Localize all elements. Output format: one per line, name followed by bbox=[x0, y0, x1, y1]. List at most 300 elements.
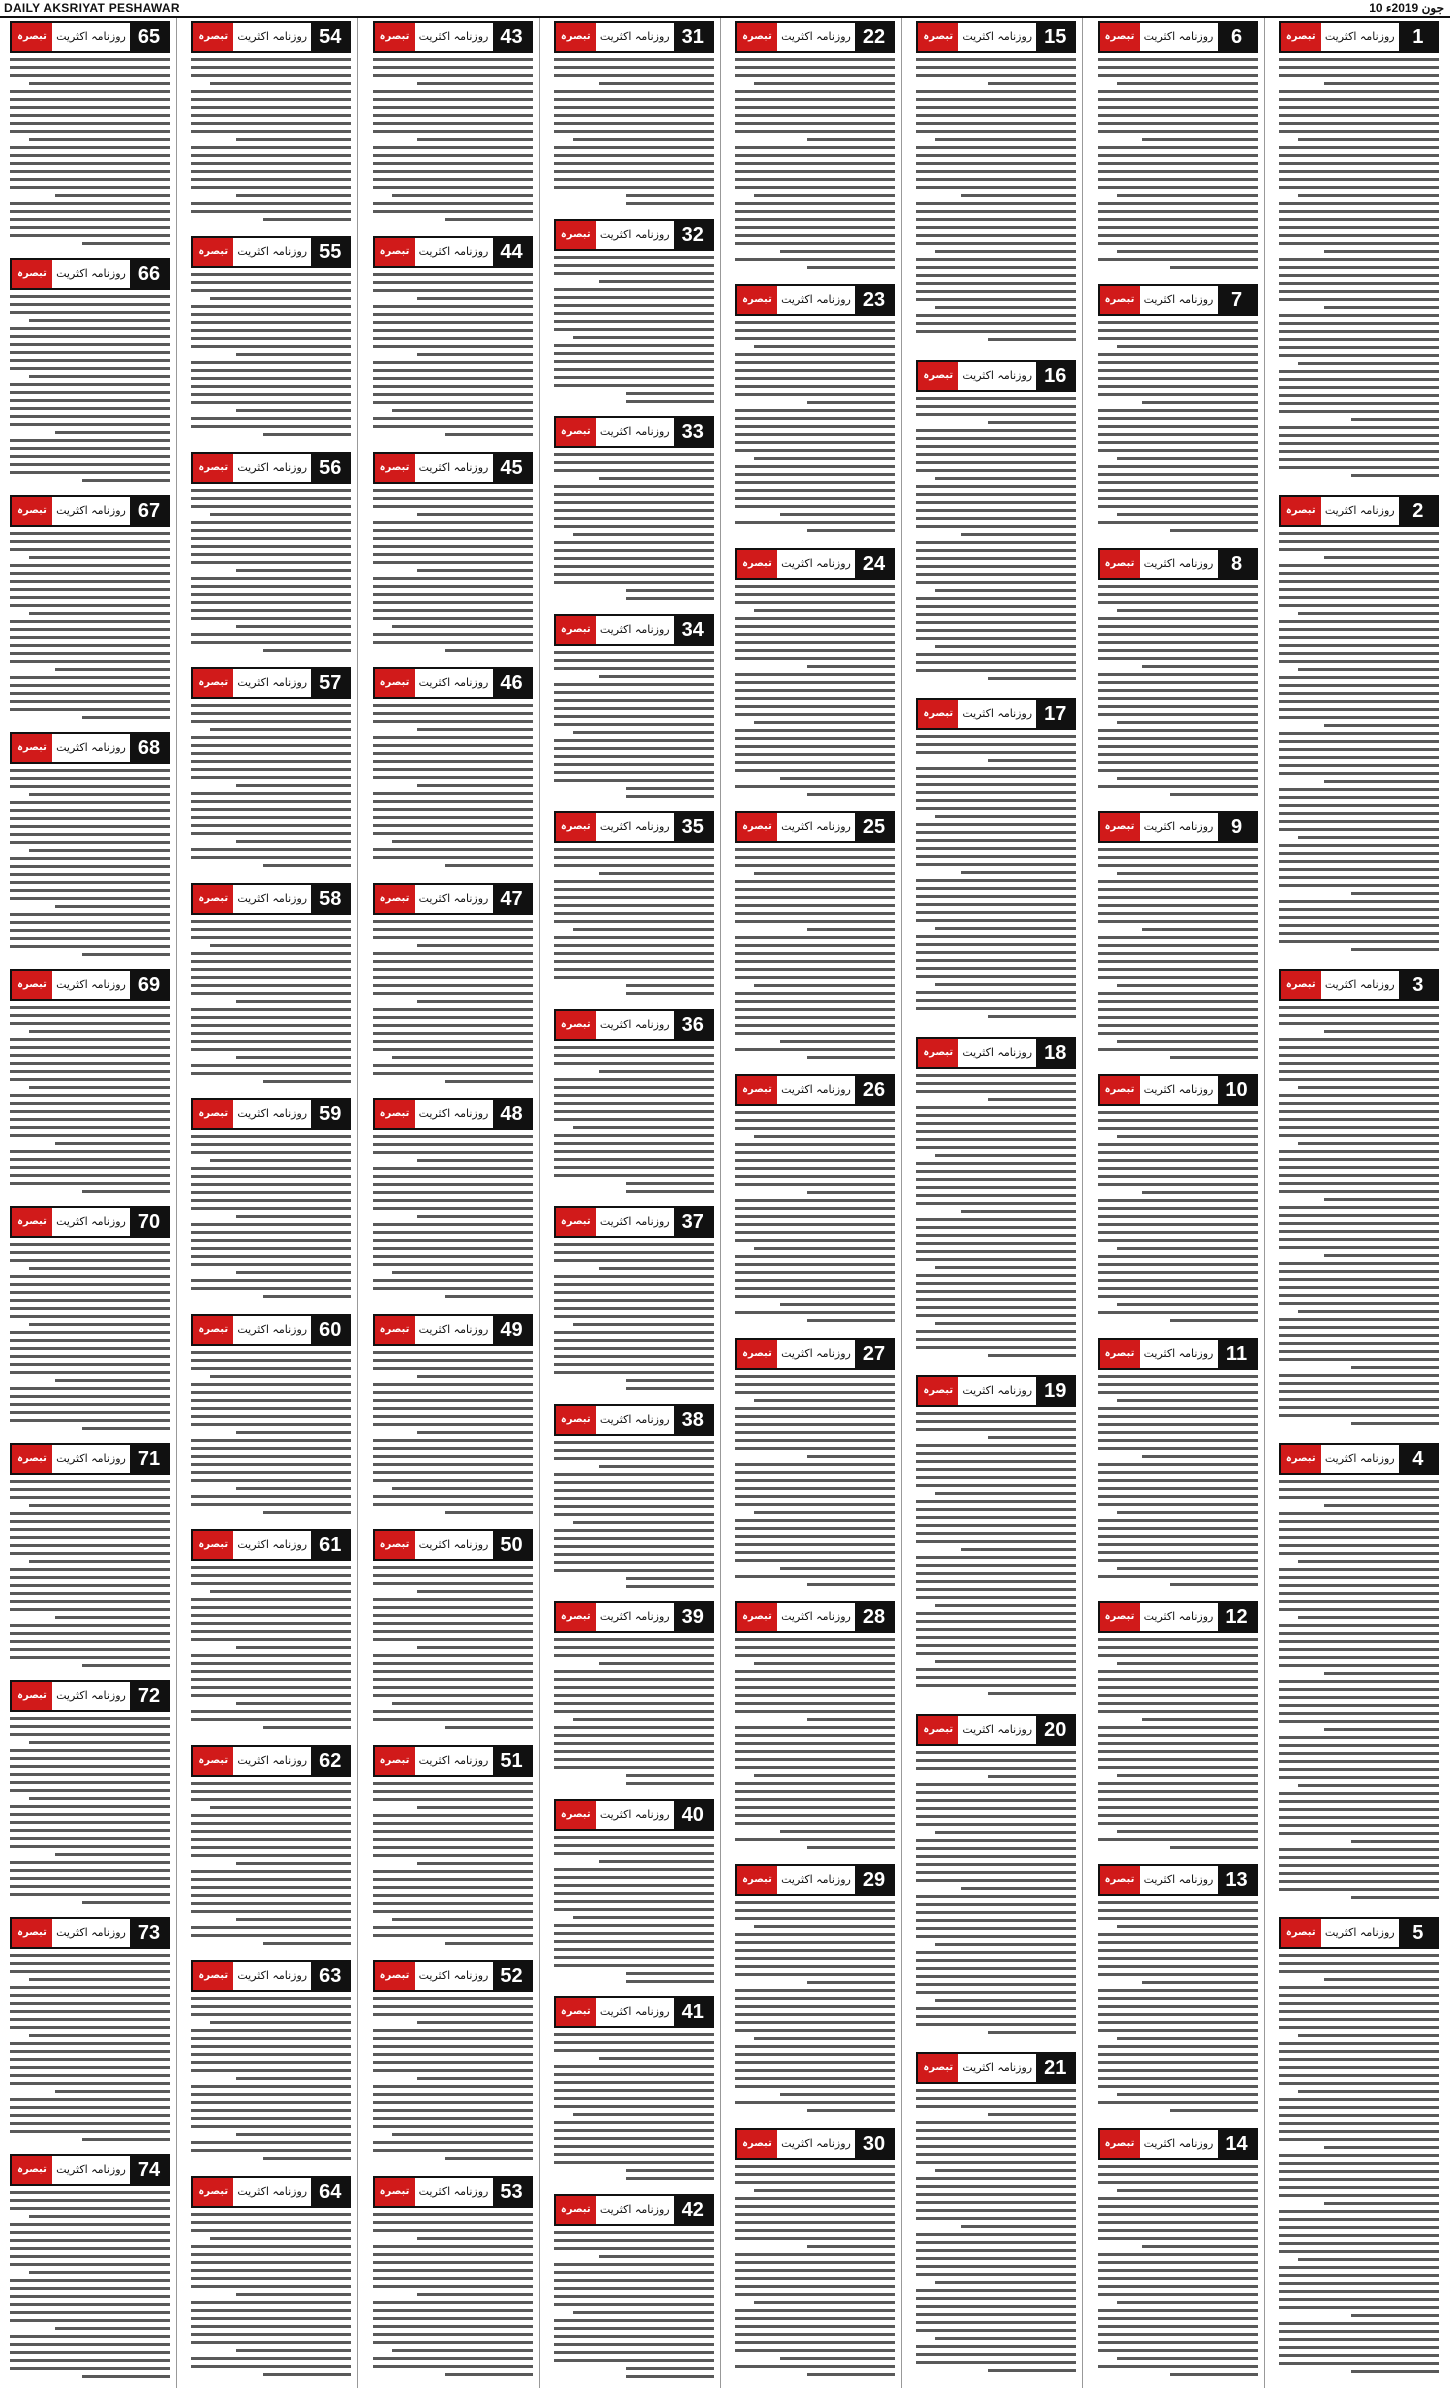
news-item bbox=[910, 18, 1082, 353]
item-header bbox=[373, 1314, 533, 1346]
item-number: 62 bbox=[311, 1747, 349, 1775]
item-header bbox=[373, 883, 533, 915]
section-label: روزنامہ اکثریت bbox=[781, 2136, 851, 2150]
item-header bbox=[735, 2128, 895, 2160]
article-column bbox=[729, 18, 902, 2388]
article-body-text bbox=[367, 2213, 539, 2376]
news-item bbox=[185, 18, 357, 229]
news-item bbox=[1092, 1335, 1264, 1594]
section-label: روزنامہ اکثریت bbox=[237, 30, 308, 43]
item-header bbox=[373, 1098, 533, 1130]
item-header bbox=[191, 667, 351, 699]
brand-label: تبصرہ bbox=[556, 1801, 596, 1829]
news-item bbox=[185, 1526, 357, 1737]
item-number: 41 bbox=[674, 1998, 712, 2026]
item-header bbox=[191, 1745, 351, 1777]
article-body-text bbox=[4, 1243, 176, 1430]
item-header bbox=[1279, 21, 1439, 53]
section-label: روزنامہ اکثریت bbox=[1143, 1609, 1214, 1623]
item-header bbox=[373, 667, 533, 699]
news-item bbox=[1273, 1914, 1445, 2384]
brand-label: تبصرہ bbox=[556, 23, 596, 51]
item-header bbox=[191, 883, 351, 915]
article-body-text bbox=[1092, 1375, 1264, 1586]
brand-label: تبصرہ bbox=[737, 1076, 777, 1104]
section-label: روزنامہ اکثریت bbox=[599, 2202, 670, 2216]
news-item bbox=[185, 233, 357, 444]
news-item bbox=[910, 1711, 1082, 2046]
brand-label: تبصرہ bbox=[556, 1998, 596, 2026]
news-item bbox=[548, 18, 720, 212]
brand-label: تبصرہ bbox=[556, 813, 596, 841]
brand-label: تبصرہ bbox=[556, 1011, 596, 1039]
article-body-text bbox=[4, 1006, 176, 1193]
item-number: 46 bbox=[493, 669, 531, 697]
item-number: 74 bbox=[130, 2156, 168, 2184]
item-number: 42 bbox=[674, 2196, 712, 2224]
article-body-text bbox=[185, 704, 357, 867]
article-body-text bbox=[185, 1997, 357, 2160]
item-number: 66 bbox=[130, 260, 168, 288]
brand-label: تبصرہ bbox=[556, 418, 596, 446]
article-body-text bbox=[185, 1351, 357, 1514]
item-header bbox=[1098, 1074, 1258, 1106]
article-body-text bbox=[910, 1412, 1082, 1695]
article-body-text bbox=[367, 1782, 539, 1945]
brand-label: تبصرہ bbox=[918, 2054, 958, 2082]
brand-label: تبصرہ bbox=[1281, 497, 1321, 525]
item-header bbox=[1098, 811, 1258, 843]
item-header bbox=[10, 1206, 170, 1238]
news-item bbox=[729, 1861, 901, 2120]
article-body-text bbox=[548, 848, 720, 995]
section-label: روزنامہ اکثریت bbox=[781, 30, 851, 43]
section-label: روزنامہ اکثریت bbox=[599, 820, 670, 833]
item-number: 14 bbox=[1218, 2130, 1256, 2158]
item-number: 68 bbox=[130, 734, 168, 762]
item-number: 32 bbox=[674, 221, 712, 249]
item-number: 19 bbox=[1036, 1377, 1074, 1405]
news-item bbox=[548, 808, 720, 1002]
article-body-text bbox=[729, 2165, 901, 2376]
item-number: 16 bbox=[1036, 362, 1074, 390]
article-body-text bbox=[1092, 58, 1264, 269]
item-header bbox=[1098, 21, 1258, 53]
item-number: 22 bbox=[855, 23, 893, 51]
brand-label: تبصرہ bbox=[1100, 1340, 1140, 1368]
item-number: 13 bbox=[1218, 1866, 1256, 1894]
item-header bbox=[735, 284, 895, 316]
item-number: 71 bbox=[130, 1445, 168, 1473]
section-label: روزنامہ اکثریت bbox=[599, 1610, 670, 1623]
article-body-text bbox=[4, 1480, 176, 1667]
section-label: روزنامہ اکثریت bbox=[237, 460, 308, 474]
item-number: 17 bbox=[1036, 700, 1074, 728]
section-label: روزنامہ اکثریت bbox=[56, 978, 126, 991]
article-body-text bbox=[185, 1566, 357, 1729]
news-item bbox=[548, 1006, 720, 1200]
section-label: روزنامہ اکثریت bbox=[962, 707, 1033, 721]
article-body-text bbox=[548, 1243, 720, 1390]
article-body-text bbox=[1092, 1111, 1264, 1322]
news-item bbox=[367, 1311, 539, 1522]
item-header bbox=[554, 21, 714, 53]
section-label: روزنامہ اکثریت bbox=[781, 1609, 851, 1623]
item-header bbox=[554, 811, 714, 843]
item-number: 11 bbox=[1218, 1340, 1256, 1368]
news-item bbox=[548, 611, 720, 805]
item-header bbox=[10, 495, 170, 527]
brand-label: تبصرہ bbox=[1100, 813, 1140, 841]
item-number: 64 bbox=[311, 2178, 349, 2206]
news-item bbox=[367, 664, 539, 875]
issue-date: 10 جون 2019ء bbox=[1369, 1, 1444, 15]
brand-label: تبصرہ bbox=[12, 497, 52, 525]
item-header bbox=[916, 1375, 1076, 1407]
brand-label: تبصرہ bbox=[1281, 1919, 1321, 1947]
article-body-text bbox=[729, 585, 901, 796]
article-body-text bbox=[910, 397, 1082, 680]
brand-label: تبصرہ bbox=[12, 23, 52, 51]
news-item bbox=[1092, 1071, 1264, 1330]
brand-label: تبصرہ bbox=[193, 885, 233, 913]
article-body-text bbox=[729, 1111, 901, 1322]
news-item bbox=[4, 492, 176, 725]
section-label: روزنامہ اکثریت bbox=[781, 1346, 851, 1360]
brand-label: تبصرہ bbox=[556, 221, 596, 249]
item-header bbox=[916, 2052, 1076, 2084]
item-header bbox=[373, 21, 533, 53]
article-body-text bbox=[548, 651, 720, 798]
item-number: 48 bbox=[493, 1100, 531, 1128]
article-body-text bbox=[548, 1638, 720, 1785]
news-item bbox=[1273, 492, 1445, 962]
news-item bbox=[367, 2173, 539, 2384]
brand-label: تبصرہ bbox=[193, 1316, 233, 1344]
brand-label: تبصرہ bbox=[193, 669, 233, 697]
section-label: روزنامہ اکثریت bbox=[962, 30, 1033, 43]
brand-label: تبصرہ bbox=[918, 362, 958, 390]
item-header bbox=[916, 1037, 1076, 1069]
item-number: 15 bbox=[1036, 23, 1074, 51]
brand-label: تبصرہ bbox=[193, 2178, 233, 2206]
brand-label: تبصرہ bbox=[12, 1208, 52, 1236]
news-item bbox=[1092, 18, 1264, 277]
item-number: 28 bbox=[855, 1603, 893, 1631]
brand-label: تبصرہ bbox=[12, 260, 52, 288]
brand-label: تبصرہ bbox=[556, 2196, 596, 2224]
item-header bbox=[10, 732, 170, 764]
brand-label: تبصرہ bbox=[12, 734, 52, 762]
item-header bbox=[1279, 1443, 1439, 1475]
news-item bbox=[4, 1677, 176, 1910]
section-label: روزنامہ اکثریت bbox=[1324, 978, 1395, 991]
section-label: روزنامہ اکثریت bbox=[237, 1322, 308, 1336]
item-number: 33 bbox=[674, 418, 712, 446]
item-number: 12 bbox=[1218, 1603, 1256, 1631]
item-header bbox=[191, 452, 351, 484]
section-label: روزنامہ اکثریت bbox=[237, 1107, 308, 1121]
brand-label: تبصرہ bbox=[918, 23, 958, 51]
item-header bbox=[10, 2154, 170, 2186]
article-column bbox=[548, 18, 721, 2388]
article-body-text bbox=[910, 1751, 1082, 2034]
section-label: روزنامہ اکثریت bbox=[56, 1215, 126, 1228]
item-number: 37 bbox=[674, 1208, 712, 1236]
item-header bbox=[1098, 548, 1258, 580]
section-label: روزنامہ اکثریت bbox=[1143, 1873, 1214, 1887]
article-body-text bbox=[367, 1997, 539, 2160]
item-header bbox=[373, 236, 533, 268]
section-label: روزنامہ اکثریت bbox=[237, 676, 308, 690]
section-label: روزنامہ اکثریت bbox=[418, 1969, 489, 1983]
article-body-text bbox=[548, 2231, 720, 2378]
news-item bbox=[4, 1203, 176, 1436]
article-column bbox=[910, 18, 1083, 2388]
brand-label: تبصرہ bbox=[375, 1316, 415, 1344]
section-label: روزنامہ اکثریت bbox=[781, 556, 851, 570]
news-item bbox=[185, 1957, 357, 2168]
item-number: 20 bbox=[1036, 1716, 1074, 1744]
section-label: روزنامہ اکثریت bbox=[1324, 30, 1395, 43]
item-header bbox=[916, 360, 1076, 392]
news-item bbox=[548, 1401, 720, 1595]
item-number: 39 bbox=[674, 1603, 712, 1631]
news-item bbox=[1273, 18, 1445, 488]
news-item bbox=[1092, 545, 1264, 804]
item-header bbox=[554, 1601, 714, 1633]
item-header bbox=[373, 1745, 533, 1777]
brand-label: تبصرہ bbox=[737, 2130, 777, 2158]
section-label: روزنامہ اکثریت bbox=[56, 504, 126, 517]
item-number: 44 bbox=[493, 238, 531, 266]
item-number: 56 bbox=[311, 454, 349, 482]
section-label: روزنامہ اکثریت bbox=[237, 1753, 308, 1767]
item-header bbox=[735, 1338, 895, 1370]
item-header bbox=[916, 698, 1076, 730]
brand-label: تبصرہ bbox=[375, 669, 415, 697]
section-label: روزنامہ اکثریت bbox=[418, 1107, 489, 1121]
news-item bbox=[367, 880, 539, 1091]
section-label: روزنامہ اکثریت bbox=[418, 460, 489, 474]
item-header bbox=[1279, 969, 1439, 1001]
brand-label: تبصرہ bbox=[918, 700, 958, 728]
item-header bbox=[10, 1443, 170, 1475]
brand-label: تبصرہ bbox=[1100, 23, 1140, 51]
section-label: روزنامہ اکثریت bbox=[599, 1807, 670, 1821]
item-number: 50 bbox=[493, 1531, 531, 1559]
brand-label: تبصرہ bbox=[1100, 1866, 1140, 1894]
article-body-text bbox=[548, 1441, 720, 1588]
section-label: روزنامہ اکثریت bbox=[56, 741, 126, 754]
brand-label: تبصرہ bbox=[375, 1100, 415, 1128]
item-header bbox=[735, 1074, 895, 1106]
news-item bbox=[729, 808, 901, 1067]
news-item bbox=[1092, 1861, 1264, 2120]
masthead bbox=[0, 0, 1450, 18]
article-column bbox=[4, 18, 177, 2388]
item-number: 60 bbox=[311, 1316, 349, 1344]
news-item bbox=[367, 1742, 539, 1953]
item-number: 51 bbox=[493, 1747, 531, 1775]
brand-label: تبصرہ bbox=[375, 23, 415, 51]
article-body-text bbox=[1273, 58, 1445, 477]
article-body-text bbox=[729, 1375, 901, 1586]
news-item bbox=[548, 413, 720, 607]
news-item bbox=[367, 449, 539, 660]
section-label: روزنامہ اکثریت bbox=[599, 2005, 670, 2018]
article-body-text bbox=[4, 532, 176, 719]
section-label: روزنامہ اکثریت bbox=[418, 1538, 489, 1552]
section-label: روزنامہ اکثریت bbox=[599, 425, 670, 438]
item-number: 38 bbox=[674, 1406, 712, 1434]
item-header bbox=[373, 1960, 533, 1992]
item-number: 73 bbox=[130, 1919, 168, 1947]
brand-label: تبصرہ bbox=[1281, 971, 1321, 999]
brand-label: تبصرہ bbox=[193, 1747, 233, 1775]
section-label: روزنامہ اکثریت bbox=[1324, 1926, 1395, 1939]
article-body-text bbox=[910, 2089, 1082, 2372]
item-number: 45 bbox=[493, 454, 531, 482]
news-item bbox=[1273, 966, 1445, 1436]
brand-label: تبصرہ bbox=[737, 1340, 777, 1368]
section-label: روزنامہ اکثریت bbox=[1143, 293, 1214, 307]
article-body-text bbox=[367, 58, 539, 221]
item-number: 47 bbox=[493, 885, 531, 913]
article-body-text bbox=[367, 1351, 539, 1514]
article-body-text bbox=[910, 735, 1082, 1018]
item-header bbox=[191, 1529, 351, 1561]
news-item bbox=[729, 18, 901, 277]
section-label: روزنامہ اکثریت bbox=[962, 1722, 1033, 1736]
section-label: روزنامہ اکثریت bbox=[599, 1017, 670, 1031]
news-item bbox=[367, 1957, 539, 2168]
section-label: روزنامہ اکثریت bbox=[418, 891, 489, 905]
section-label: روزنامہ اکثریت bbox=[1143, 2136, 1214, 2150]
section-label: روزنامہ اکثریت bbox=[1143, 556, 1214, 570]
brand-label: تبصرہ bbox=[12, 1682, 52, 1710]
section-label: روزنامہ اکثریت bbox=[56, 30, 126, 43]
article-body-text bbox=[367, 920, 539, 1083]
article-body-text bbox=[185, 1135, 357, 1298]
article-body-text bbox=[185, 2213, 357, 2376]
news-item bbox=[548, 1598, 720, 1792]
item-header bbox=[554, 1009, 714, 1041]
article-body-text bbox=[4, 295, 176, 482]
item-header bbox=[10, 21, 170, 53]
item-header bbox=[373, 452, 533, 484]
item-header bbox=[1279, 495, 1439, 527]
item-number: 30 bbox=[855, 2130, 893, 2158]
news-item bbox=[729, 1598, 901, 1857]
newspaper-name: DAILY AKSRIYAT PESHAWAR bbox=[4, 1, 180, 15]
item-header bbox=[554, 219, 714, 251]
item-header bbox=[916, 1714, 1076, 1746]
news-item bbox=[910, 695, 1082, 1030]
article-body-text bbox=[185, 489, 357, 652]
section-label: روزنامہ اکثریت bbox=[599, 227, 670, 241]
brand-label: تبصرہ bbox=[193, 454, 233, 482]
item-number: 67 bbox=[130, 497, 168, 525]
item-number: 31 bbox=[674, 23, 712, 51]
item-number: 21 bbox=[1036, 2054, 1074, 2082]
news-item bbox=[910, 1034, 1082, 1369]
news-item bbox=[1092, 1598, 1264, 1857]
item-number: 59 bbox=[311, 1100, 349, 1128]
article-body-text bbox=[548, 453, 720, 600]
brand-label: تبصرہ bbox=[1281, 1445, 1321, 1473]
item-number: 1 bbox=[1399, 23, 1437, 51]
item-number: 57 bbox=[311, 669, 349, 697]
section-label: روزنامہ اکثریت bbox=[962, 1384, 1033, 1398]
article-body-text bbox=[4, 1954, 176, 2141]
brand-label: تبصرہ bbox=[12, 1919, 52, 1947]
item-number: 8 bbox=[1218, 550, 1256, 578]
brand-label: تبصرہ bbox=[737, 550, 777, 578]
brand-label: تبصرہ bbox=[193, 238, 233, 266]
item-number: 2 bbox=[1399, 497, 1437, 525]
news-item bbox=[548, 1203, 720, 1397]
item-header bbox=[10, 1680, 170, 1712]
news-item bbox=[185, 1095, 357, 1306]
section-label: روزنامہ اکثریت bbox=[56, 2163, 126, 2176]
brand-label: تبصرہ bbox=[737, 813, 777, 841]
section-label: روزنامہ اکثریت bbox=[237, 1969, 308, 1983]
section-label: روزنامہ اکثریت bbox=[599, 1412, 670, 1426]
item-header bbox=[1098, 1601, 1258, 1633]
news-item bbox=[1273, 1440, 1445, 1910]
brand-label: تبصرہ bbox=[375, 885, 415, 913]
item-number: 36 bbox=[674, 1011, 712, 1039]
brand-label: تبصرہ bbox=[918, 1377, 958, 1405]
article-body-text bbox=[4, 769, 176, 956]
news-item bbox=[1092, 2125, 1264, 2384]
section-label: روزنامہ اکثریت bbox=[56, 267, 126, 280]
article-body-text bbox=[1273, 1954, 1445, 2373]
news-item bbox=[185, 2173, 357, 2384]
item-number: 3 bbox=[1399, 971, 1437, 999]
brand-label: تبصرہ bbox=[193, 1100, 233, 1128]
news-item bbox=[185, 664, 357, 875]
news-item bbox=[548, 216, 720, 410]
article-body-text bbox=[548, 2033, 720, 2180]
item-number: 65 bbox=[130, 23, 168, 51]
article-body-text bbox=[729, 58, 901, 269]
section-label: روزنامہ اکثریت bbox=[781, 293, 851, 307]
item-number: 70 bbox=[130, 1208, 168, 1236]
article-column bbox=[367, 18, 540, 2388]
brand-label: تبصرہ bbox=[1281, 23, 1321, 51]
brand-label: تبصرہ bbox=[375, 1747, 415, 1775]
article-body-text bbox=[367, 1135, 539, 1298]
article-body-text bbox=[4, 2191, 176, 2378]
item-header bbox=[191, 236, 351, 268]
news-item bbox=[1092, 808, 1264, 1067]
item-number: 53 bbox=[493, 2178, 531, 2206]
article-body-text bbox=[729, 321, 901, 532]
section-label: روزنامہ اکثریت bbox=[56, 1689, 126, 1702]
brand-label: تبصرہ bbox=[918, 1716, 958, 1744]
item-header bbox=[916, 21, 1076, 53]
item-number: 52 bbox=[493, 1962, 531, 1990]
item-header bbox=[10, 258, 170, 290]
news-item bbox=[548, 2191, 720, 2385]
brand-label: تبصرہ bbox=[12, 2156, 52, 2184]
article-body-text bbox=[1092, 2165, 1264, 2376]
item-number: 25 bbox=[855, 813, 893, 841]
article-body-text bbox=[548, 1836, 720, 1983]
article-body-text bbox=[185, 273, 357, 436]
